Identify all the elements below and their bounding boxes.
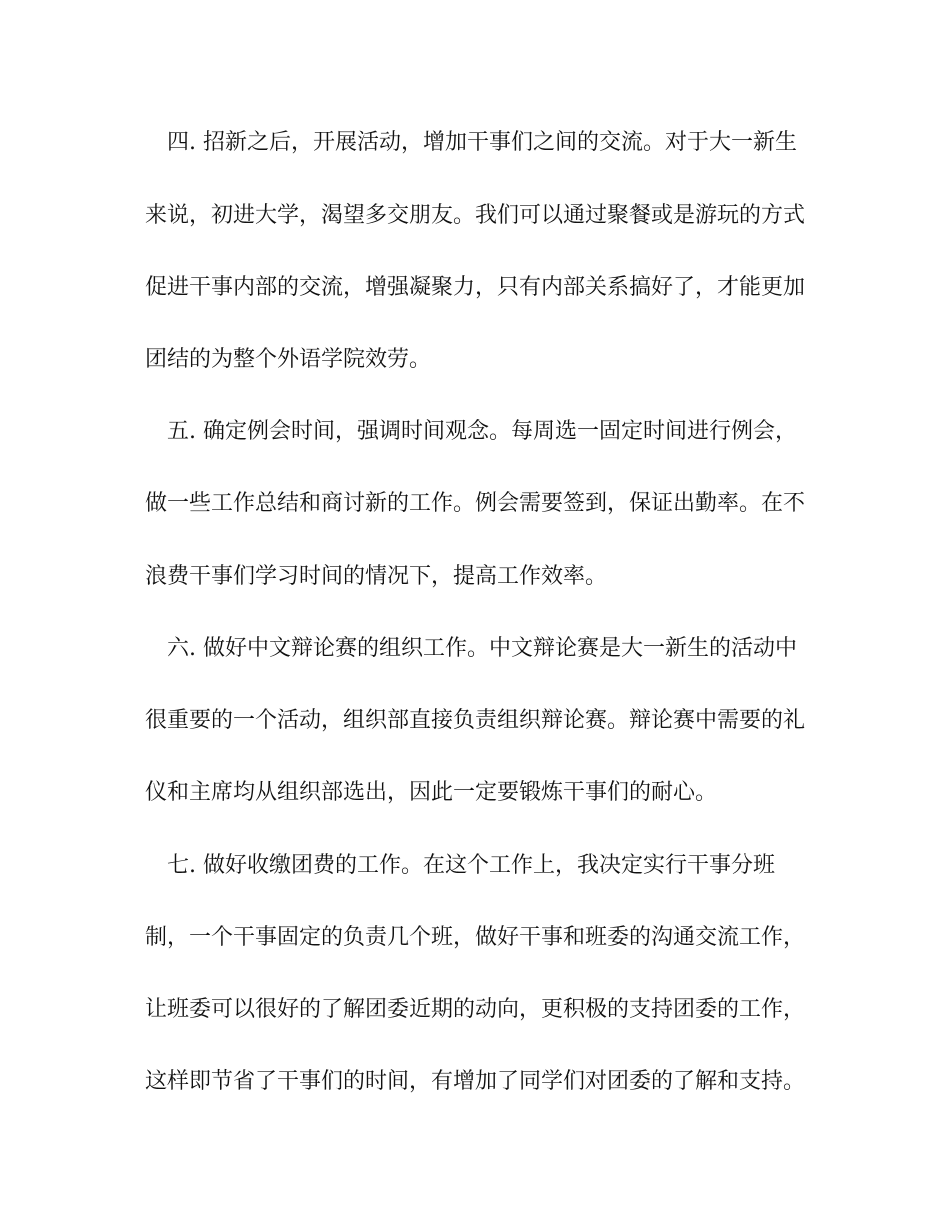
paragraph-6-line-2: 很重要的一个活动，组织部直接负责组织辩论赛。辩论赛中需要的礼 [145, 708, 806, 733]
paragraph-4-line-4: 团结的为整个外语学院效劳。 [145, 347, 432, 372]
paragraph-7-line-3: 让班委可以很好的了解团委近期的动向，更积极的支持团委的工作， [145, 997, 806, 1022]
paragraph-6-line-1: 六. 做好中文辩论赛的组织工作。中文辩论赛是大一新生的活动中 [167, 636, 797, 661]
paragraph-5-line-1: 五. 确定例会时间，强调时间观念。每周选一固定时间进行例会， [167, 419, 797, 444]
paragraph-5-line-3: 浪费干事们学习时间的情况下，提高工作效率。 [145, 564, 608, 589]
paragraph-5-line-2: 做一些工作总结和商讨新的工作。例会需要签到，保证出勤率。在不 [145, 491, 806, 516]
paragraph-4-line-2: 来说，初进大学，渴望多交朋友。我们可以通过聚餐或是游玩的方式 [145, 203, 806, 228]
paragraph-7-line-1: 七. 做好收缴团费的工作。在这个工作上，我决定实行干事分班 [167, 853, 775, 878]
paragraph-4-line-1: 四. 招新之后，开展活动，增加干事们之间的交流。对于大一新生 [167, 130, 797, 155]
paragraph-4-line-3: 促进干事内部的交流，增强凝聚力，只有内部关系搞好了，才能更加 [145, 275, 806, 300]
paragraph-7-line-4: 这样即节省了干事们的时间，有增加了同学们对团委的了解和支持。 [145, 1069, 806, 1094]
paragraph-6-line-3: 仪和主席均从组织部选出，因此一定要锻炼干事们的耐心。 [145, 780, 718, 805]
paragraph-7-line-2: 制，一个干事固定的负责几个班，做好干事和班委的沟通交流工作， [145, 925, 806, 950]
